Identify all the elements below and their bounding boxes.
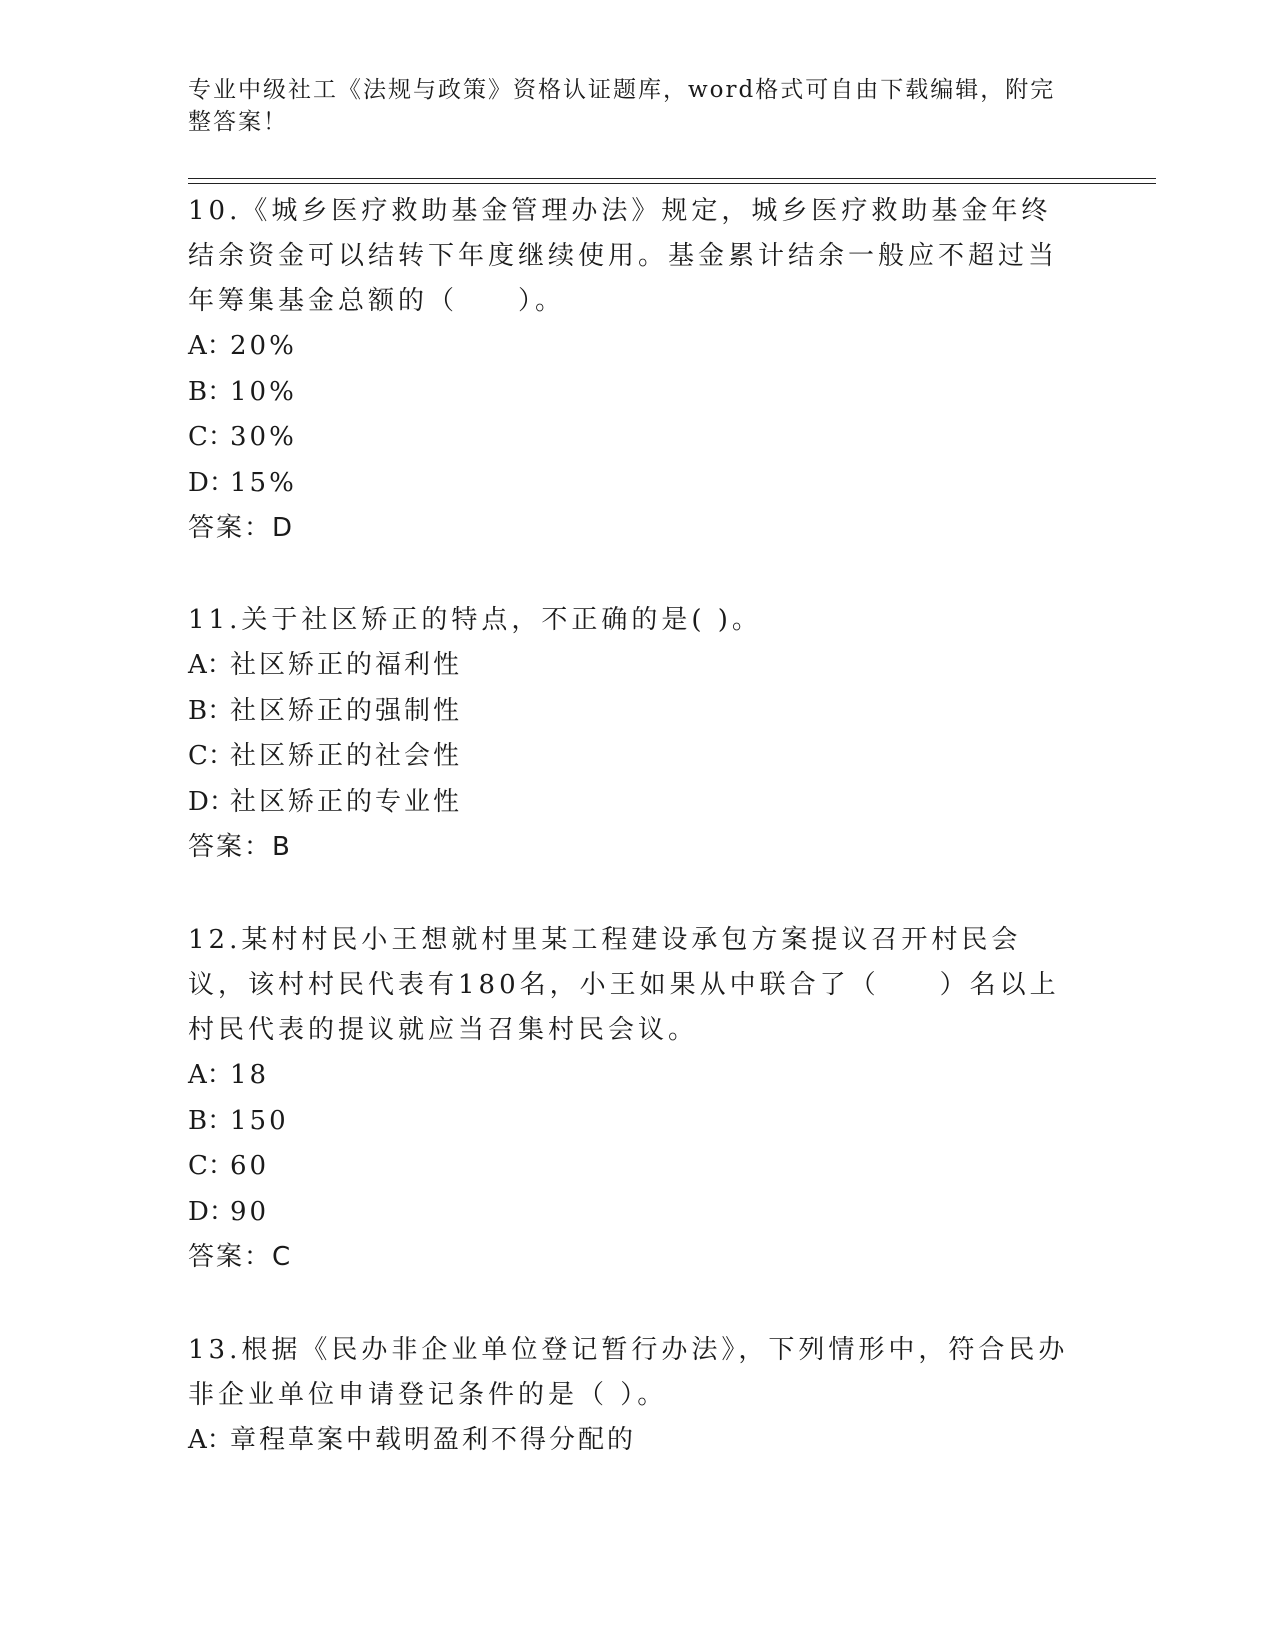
option-letter: D： [188,786,235,817]
option-text: 15% [230,467,297,498]
option-letter: C： [188,741,234,771]
option-text: 社区矫正的专业性 [230,786,463,817]
option-text: 18 [230,1060,270,1090]
option-b [188,1099,1078,1145]
option-text: 章程草案中载明盈利不得分配的 [230,1425,637,1455]
option-a [188,643,1078,689]
option-letter: D： [188,1196,235,1227]
option-text: 社区矫正的社会性 [230,741,463,771]
option-a [188,1418,1078,1464]
option-b [188,689,1078,735]
option-d [188,461,1078,507]
question-10 [188,189,1078,551]
option-text: 150 [230,1105,289,1136]
option-c [188,1144,1078,1190]
option-c [188,734,1078,780]
option-b [188,370,1078,416]
option-text: 社区矫正的福利性 [230,650,463,680]
question-13 [188,1328,1078,1464]
option-a [188,324,1078,370]
option-d [188,1190,1078,1236]
option-text: 90 [230,1196,270,1227]
document-intro: 专业中级社工《法规与政策》资格认证题库，word格式可自由下载编辑，附完整答案！ [188,77,1056,135]
option-text: 10% [230,376,297,407]
question-stem: 13.根据《民办非企业单位登记暂行办法》，下列情形中，符合民办非企业单位申请登记条件的是（ ）。 [188,1335,1069,1410]
answer-key: 答案：B [188,832,292,862]
option-c [188,415,1078,461]
option-letter: D： [188,467,235,498]
option-letter: A： [188,1060,233,1090]
header-divider-top [188,178,1156,179]
option-text: 30% [230,422,297,452]
option-letter: B： [188,376,234,407]
option-text: 60 [230,1151,270,1181]
question-stem: 11.关于社区矫正的特点，不正确的是( )。 [188,605,762,635]
question-12 [188,918,1078,1280]
option-a [188,1053,1078,1099]
option-d [188,780,1078,826]
question-11 [188,598,1078,870]
question-stem: 10.《城乡医疗救助基金管理办法》规定，城乡医疗救助基金年终结余资金可以结转下年度继续使用。基金累计结余一般应不超过当年筹集基金总额的（ ）。 [188,196,1059,316]
answer-key: 答案：C [188,1242,293,1272]
option-letter: B： [188,1105,234,1136]
header-divider-bottom [188,183,1156,184]
option-letter: A： [188,331,233,361]
answer-key: 答案：D [188,513,295,543]
question-stem: 12.某村村民小王想就村里某工程建设承包方案提议召开村民会议，该村村民代表有180名，小王如果从中联合了（ ）名以上村民代表的提议就应当召集村民会议。 [188,925,1060,1045]
option-letter: C： [188,422,234,452]
option-text: 20% [230,331,297,361]
option-letter: B： [188,695,234,726]
option-letter: C： [188,1151,234,1181]
option-text: 社区矫正的强制性 [230,695,463,726]
option-letter: A： [188,650,233,680]
option-letter: A： [188,1425,233,1455]
